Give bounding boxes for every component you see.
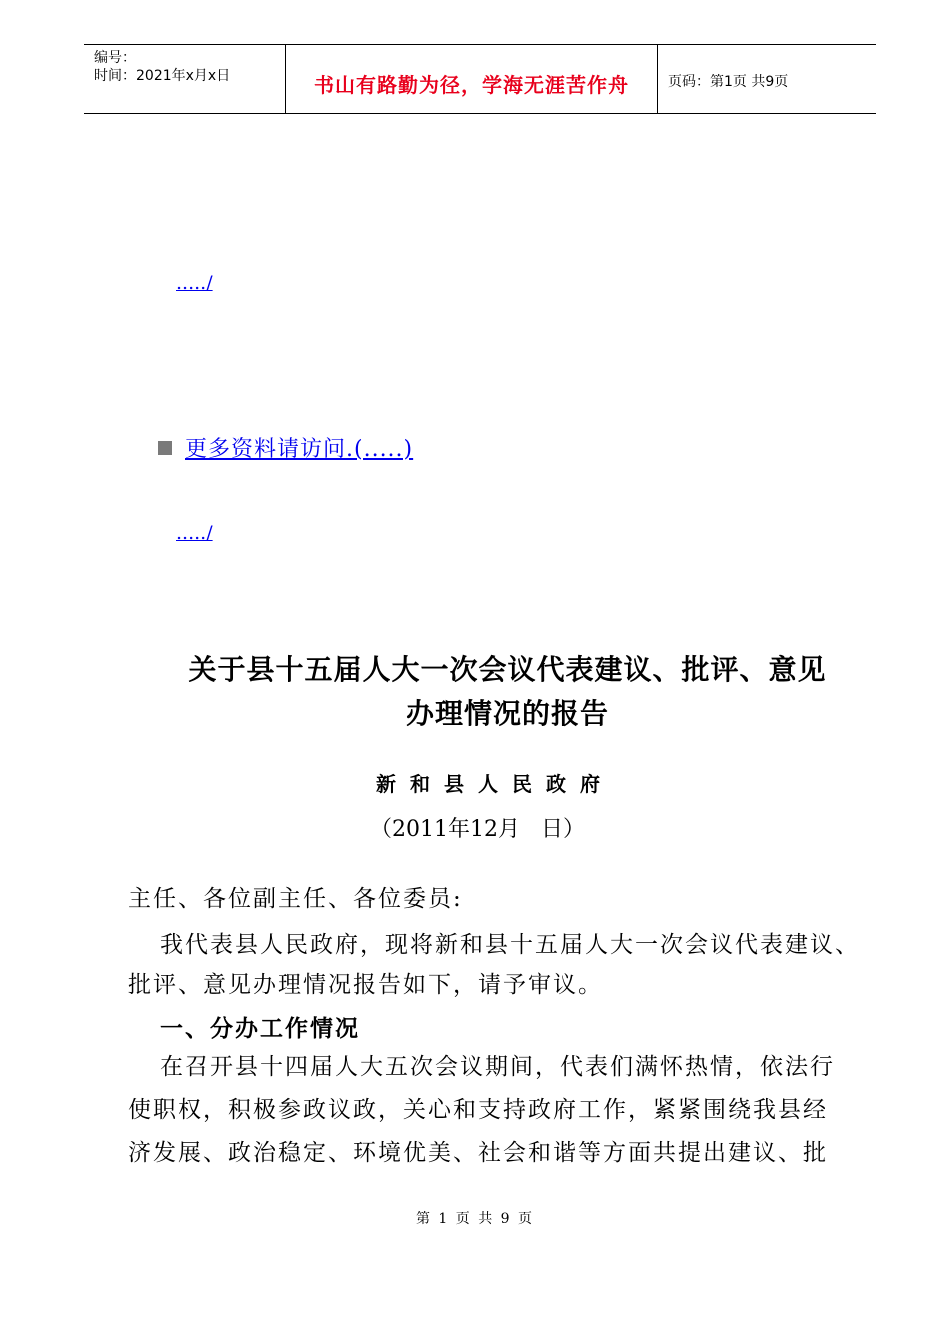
- paragraph1-line1: 我代表县人民政府，现将新和县十五届人大一次会议代表建议、: [160, 932, 860, 958]
- paragraph2-line1: 在召开县十四届人大五次会议期间，代表们满怀热情，依法行: [160, 1054, 835, 1080]
- number-label: 编号：: [94, 50, 136, 66]
- salutation: 主任、各位副主任、各位委员:: [128, 886, 463, 912]
- issuer-name: 新和县人民政府: [376, 772, 614, 796]
- document-header: [84, 44, 876, 114]
- link-top[interactable]: ...../: [176, 272, 213, 294]
- report-title-line1: 关于县十五届人大一次会议代表建议、批评、意见: [188, 653, 827, 686]
- paragraph2-line2: 使职权，积极参政议政，关心和支持政府工作，紧紧围绕我县经: [128, 1097, 828, 1123]
- header-page-cell: [658, 45, 876, 113]
- more-resources-link[interactable]: 更多资料请访问.(.....): [185, 437, 414, 462]
- paragraph2-line3: 济发展、政治稳定、环境优美、社会和谐等方面共提出建议、批: [128, 1140, 828, 1166]
- paragraph1-line2: 批评、意见办理情况报告如下，请予审议。: [128, 972, 603, 998]
- link-bottom[interactable]: ...../: [176, 522, 213, 544]
- section1-heading: 一、分办工作情况: [160, 1015, 360, 1042]
- report-date: （2011年12月 日）: [370, 817, 585, 842]
- square-bullet-icon: [158, 441, 172, 455]
- header-meta-cell: [84, 45, 286, 113]
- header-motto-cell: [286, 45, 658, 113]
- time-label: 时间：2021年x月x日: [94, 68, 231, 84]
- motto-text: 书山有路勤为径，学海无涯苦作舟: [314, 73, 629, 97]
- page-label: 页码：第1页 共9页: [668, 74, 789, 90]
- report-title-line2: 办理情况的报告: [405, 697, 609, 730]
- more-resources-row: [158, 432, 413, 463]
- page-footer: 第 1 页 共 9 页: [415, 1211, 535, 1227]
